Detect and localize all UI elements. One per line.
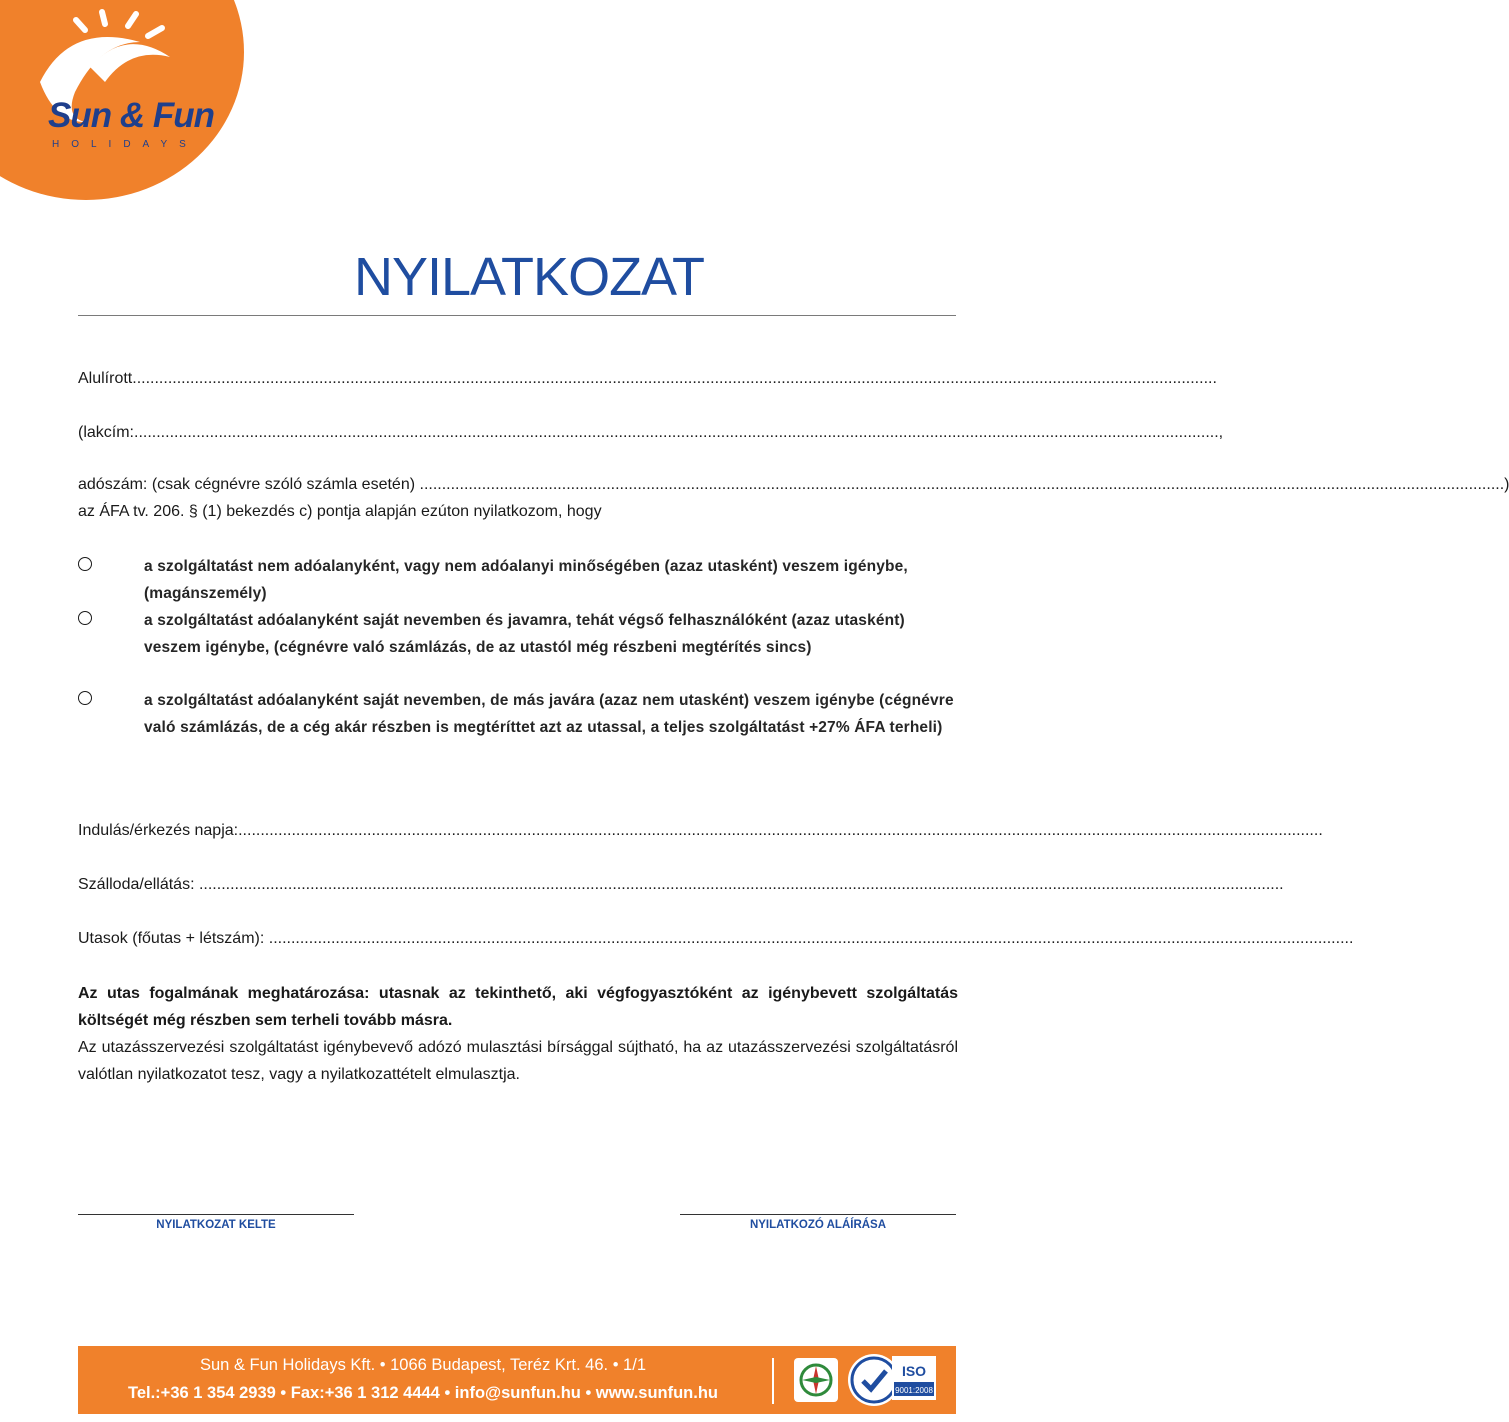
dates-line[interactable] [78,822,1323,840]
signer-signature-line[interactable] [680,1214,956,1215]
hotel-label: Szálloda/ellátás: [78,876,195,893]
taxno-dotted-field[interactable]: .................................................................................................................................................................................................................................................... [415,476,1505,493]
date-signature-line[interactable] [78,1214,354,1215]
iso-standard-text: 9001:2008 [895,1386,933,1395]
option-radio-icon[interactable] [78,557,92,571]
address-label: (lakcím: [78,424,134,441]
logo-tagline: HOLIDAYS [52,139,198,150]
option-taxable-other-use[interactable] [78,687,958,741]
compass-certificate-icon [794,1358,838,1402]
footer-address: Sun & Fun Holidays Kft. • 1066 Budapest, Teréz Krt. 46. • 1/1 [200,1356,646,1374]
dates-label: Indulás/érkezés napja: [78,822,239,839]
penalty-paragraph: Az utazásszervezési szolgáltatást igénybevevő adózó mulasztási bírsággal sújtható, ha az utazásszervezési szolgáltatásról valótlan nyilatkozatot tesz, vagy a nyilatkozattételt elmulasztja. [78,1039,958,1083]
name-dotted-field[interactable]: .................................................................................................................................................................................................................................................... [132,370,1217,387]
definition-paragraph: Az utas fogalmának meghatározása: utasnak az tekinthető, aki végfogyasztóként az igénybevett szolgáltatás költségét még részben sem terheli tovább másra. [78,985,958,1029]
footer-contact: Tel.:+36 1 354 2939 • Fax:+36 1 312 4444 • info@sunfun.hu • www.sunfun.hu [127,1384,719,1402]
option-text: a szolgáltatást adóalanyként saját nevemben, de más javára (azaz nem utasként) veszem igénybe (cégnévre való számlázás, de a cég akár részben is megtéríttet azt az utassal, a teljes szolgáltatást +27% ÁFA terheli) [144,692,954,736]
option-taxable-own-use[interactable] [78,607,958,661]
footer-bar [78,1346,956,1414]
law-reference: az ÁFA tv. 206. § (1) bekezdés c) pontja alapján ezúton nyilatkozom, hogy [78,503,602,520]
footer-divider [772,1358,774,1404]
iso-text: ISO [901,1363,927,1379]
logo-wordmark: Sun & Fun [48,96,214,135]
hotel-dotted-field[interactable]: .................................................................................................................................................................................................................................................... [194,876,1284,893]
travelers-label: Utasok (főutas + létszám): [78,930,265,947]
taxno-line[interactable] [78,476,1509,494]
signer-signature-label: NYILATKOZÓ ALÁÍRÁSA [749,1219,887,1231]
iso-certificate-icon [892,1356,936,1400]
dates-dotted-field[interactable]: .................................................................................................................................................................................................................................................... [238,822,1323,839]
address-line[interactable] [78,424,1224,442]
name-line[interactable] [78,370,1217,388]
option-text: a szolgáltatást adóalanyként saját nevemben és javamra, tehát végső felhasználóként (azaz utasként) veszem igénybe, (cégnévre való számlázás, de az utastól még részbeni megtérítés sincs) [144,612,905,656]
taxno-end: ) [1504,476,1509,493]
title-divider [78,315,956,316]
address-dotted-field[interactable]: .................................................................................................................................................................................................................................................... [134,424,1219,441]
date-signature-label: NYILATKOZAT KELTE [156,1219,276,1231]
address-end: , [1218,424,1224,441]
option-text: a szolgáltatást nem adóalanyként, vagy nem adóalanyi minőségében (azaz utasként) veszem igénybe, (magánszemély) [144,558,908,602]
option-private-person[interactable] [78,553,958,607]
travelers-dotted-field[interactable]: .................................................................................................................................................................................................................................................... [264,930,1354,947]
taxno-label: adószám: (csak cégnévre szóló számla esetén) [78,476,416,493]
travelers-line[interactable] [78,930,1354,948]
page-title: NYILATKOZAT [354,247,705,307]
option-radio-icon[interactable] [78,691,92,705]
name-label: Alulírott [78,370,133,387]
option-radio-icon[interactable] [78,611,92,625]
hotel-line[interactable] [78,876,1284,894]
